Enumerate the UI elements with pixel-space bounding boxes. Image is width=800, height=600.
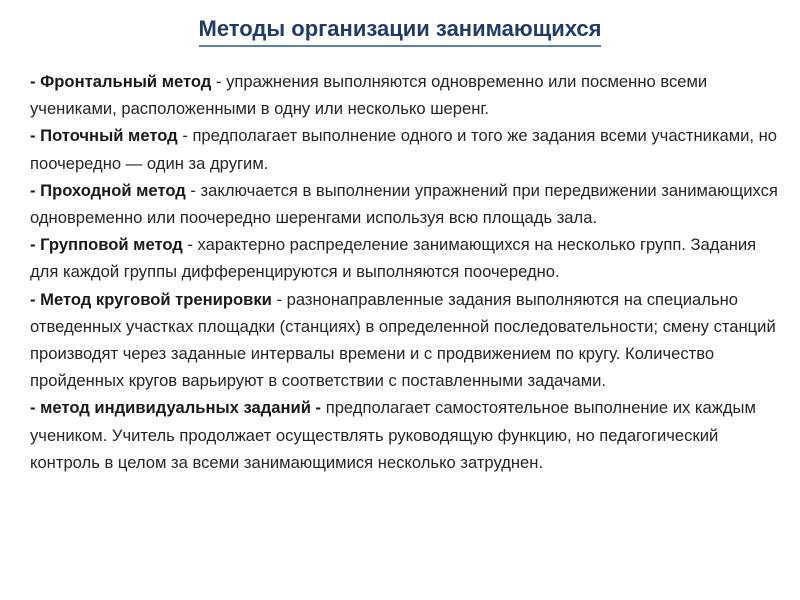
method-description: - упражнения выполняются одновременно или посменно всеми учениками, расположенными в одну или несколько шеренг.	[30, 72, 708, 119]
method-description: предполагает самостоятельное выполнение их каждым учеником. Учитель продолжает осуществлять руководящую функцию, но педагогический контроль в целом за всеми занимающимися несколько затруднен.	[30, 398, 756, 472]
method-term: - Поточный метод	[30, 126, 178, 146]
method-description: - разнонаправленные задания выполняются на специально отведенных участках площадки (станциях) в определенной последовательности; смену станций производят через заданные интервалы времени и с продвижением по кругу. Количество пройденных кругов варьируют в соответствии с поставленными задачами.	[30, 289, 776, 391]
method-description: - заключается в выполнении упражнений при передвижении занимающихся одновременно или поочередно шеренгами используя всю площадь зала.	[30, 180, 778, 228]
method-term: - Проходной метод	[30, 180, 186, 200]
method-flow	[30, 122, 785, 176]
method-term: - Метод круговой тренировки	[30, 289, 272, 309]
method-term: - Фронтальный метод	[30, 72, 212, 91]
slide-title: Методы организации занимающихся	[199, 14, 602, 47]
methods-list	[30, 68, 785, 476]
method-circuit-training	[30, 286, 785, 395]
slide-title-container	[0, 14, 800, 47]
method-frontal	[30, 68, 785, 122]
method-term: - метод индивидуальных заданий -	[30, 398, 322, 418]
method-description: - предполагает выполнение одного и того же задания всеми участниками, но поочередно — один за другим.	[30, 126, 778, 173]
method-individual-tasks	[30, 394, 785, 476]
method-description: - характерно распределение занимающихся на несколько групп. Задания для каждой группы дифференцируются и выполняются поочередно.	[30, 235, 757, 282]
method-term: - Групповой метод	[30, 235, 183, 255]
method-passage	[30, 177, 785, 231]
method-group	[30, 231, 785, 285]
